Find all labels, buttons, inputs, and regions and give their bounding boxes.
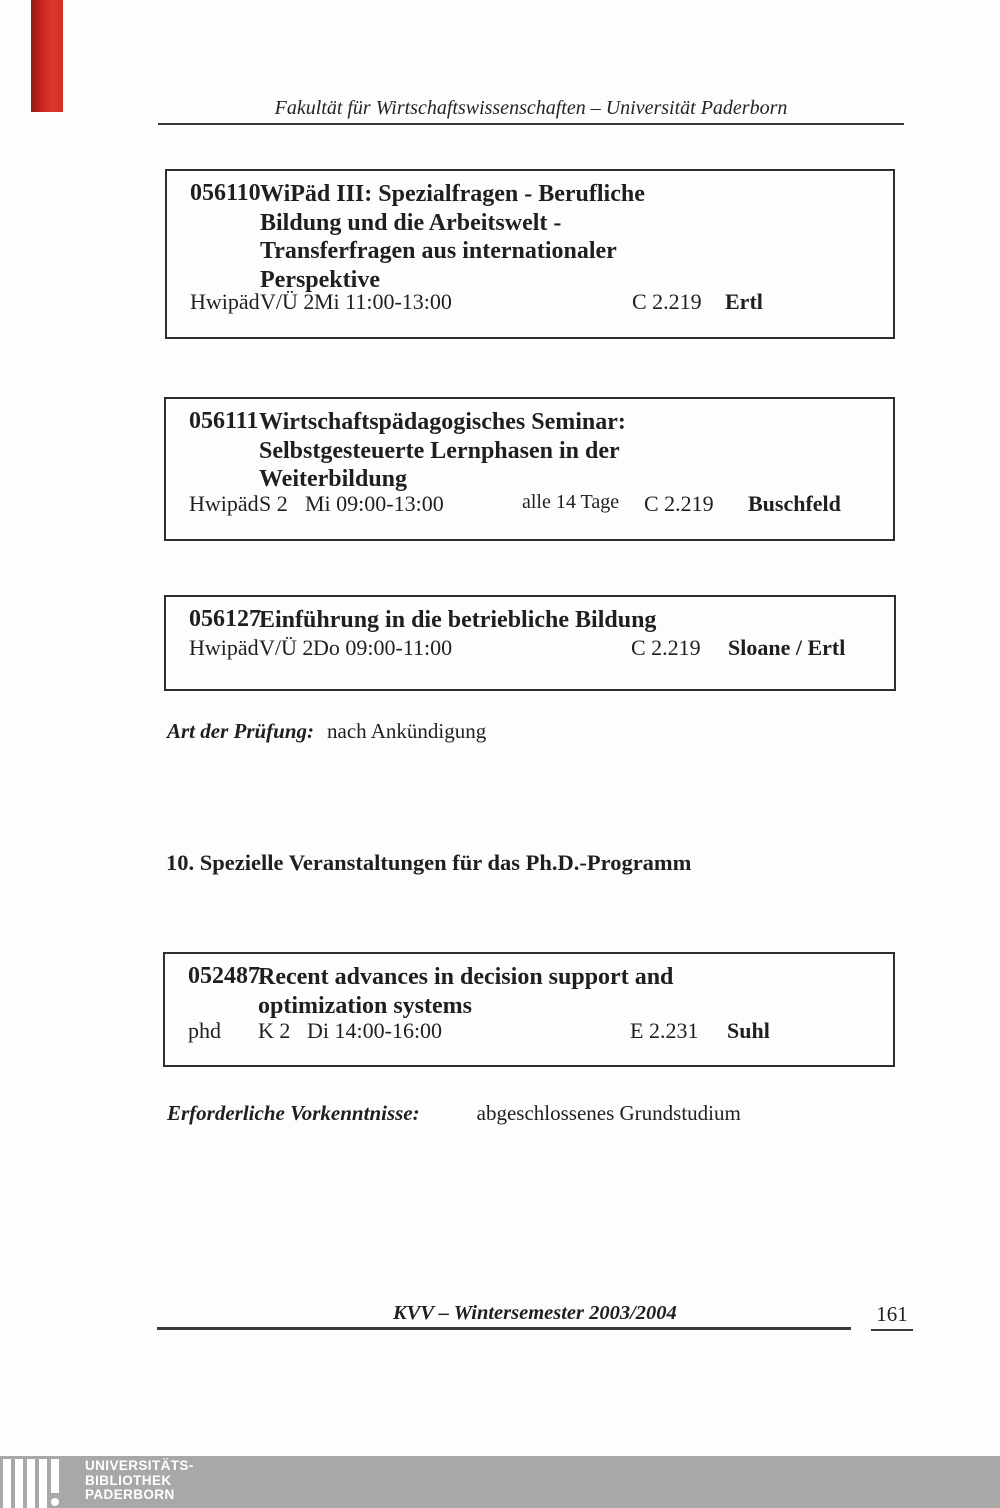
library-banner <box>0 1456 1000 1508</box>
exam-type-label: Art der Prüfung: <box>167 719 315 743</box>
prerequisites-label: Erforderliche Vorkenntnisse: <box>167 1101 420 1125</box>
prerequisites-note <box>167 1101 741 1126</box>
course-code: 056127 <box>189 606 261 632</box>
course-room: C 2.219 <box>631 635 701 660</box>
course-room: C 2.219 <box>632 289 702 314</box>
red-bookmark-ribbon <box>31 0 63 112</box>
banner-bar-icon <box>39 1459 47 1508</box>
course-details-row <box>165 1018 893 1044</box>
course-lecturer: Buschfeld <box>748 491 841 516</box>
banner-dot-icon <box>51 1498 59 1506</box>
course-level: Hwipäd <box>190 289 260 314</box>
course-title-line: Einführung in die betriebliche Bildung <box>259 607 657 633</box>
course-time: Mi 09:00-13:00 <box>305 491 444 516</box>
course-title <box>259 606 656 635</box>
course-room: E 2.231 <box>630 1018 699 1043</box>
course-level: phd <box>188 1018 221 1043</box>
course-box-056110 <box>165 169 895 339</box>
course-note: alle 14 Tage <box>522 491 620 513</box>
course-level: Hwipäd <box>189 491 259 516</box>
banner-bar-icon <box>15 1459 23 1508</box>
course-details-row <box>166 635 894 661</box>
header-title: Fakultät für Wirtschaftswissenschaften – Universität Paderborn <box>274 97 788 119</box>
exam-type-value: nach Ankündigung <box>327 719 487 743</box>
course-title-line: Bildung und die Arbeitswelt - <box>260 209 562 236</box>
course-lecturer: Ertl <box>725 289 763 314</box>
course-time: Do 09:00-11:00 <box>313 635 453 660</box>
prerequisites-value: abgeschlossenes Grundstudium <box>476 1101 741 1125</box>
library-name-line: BIBLIOTHEK <box>85 1472 172 1488</box>
section-heading: 10. Spezielle Veranstaltungen für das Ph.D.-Programm <box>166 850 692 875</box>
course-title <box>258 963 673 1020</box>
course-title-line: Recent advances in decision support and <box>258 964 674 990</box>
exam-type-note <box>167 719 486 744</box>
course-type: K 2 <box>258 1018 291 1043</box>
course-time: Mi 11:00-13:00 <box>314 289 452 314</box>
course-type: S 2 <box>259 491 288 516</box>
banner-bar-icon <box>3 1459 11 1508</box>
course-lecturer: Sloane / Ertl <box>728 635 846 660</box>
footer-title: KVV – Wintersemester 2003/2004 <box>393 1302 677 1324</box>
course-type: V/Ü 2 <box>260 289 315 314</box>
course-title-line: Transferfragen aus internationaler <box>260 238 617 264</box>
course-time: Di 14:00-16:00 <box>307 1018 443 1043</box>
banner-bar-icon <box>51 1459 59 1493</box>
course-title-line: Weiterbildung <box>259 466 408 492</box>
course-title <box>260 180 645 294</box>
page-header <box>158 97 904 125</box>
course-code: 056110 <box>190 180 261 206</box>
page-number: 161 <box>871 1302 913 1331</box>
course-box-056111 <box>164 397 895 541</box>
course-details-row <box>167 289 893 315</box>
library-name-line: UNIVERSITÄTS- <box>85 1458 194 1473</box>
course-level: Hwipäd <box>189 635 259 660</box>
course-type: V/Ü 2 <box>259 635 314 660</box>
footer-rule <box>157 1327 851 1330</box>
course-box-056127 <box>164 595 896 691</box>
banner-bar-icon <box>27 1459 35 1508</box>
course-code: 056111 <box>189 408 259 434</box>
course-lecturer: Suhl <box>727 1018 770 1043</box>
course-title-line: optimization systems <box>258 992 472 1019</box>
course-title-line: Perspektive <box>260 266 380 293</box>
course-title-line: WiPäd III: Spezialfragen - Berufliche <box>260 181 645 207</box>
library-name <box>85 1459 194 1503</box>
library-name-line: PADERBORN <box>85 1487 175 1502</box>
course-details-row <box>166 491 893 517</box>
course-title <box>259 408 626 494</box>
course-room: C 2.219 <box>644 491 714 516</box>
course-code: 052487 <box>188 963 260 989</box>
course-title-line: Wirtschaftspädagogisches Seminar: <box>259 409 626 435</box>
course-title-line: Selbstgesteuerte Lernphasen in der <box>259 437 620 464</box>
course-box-052487 <box>163 952 895 1067</box>
